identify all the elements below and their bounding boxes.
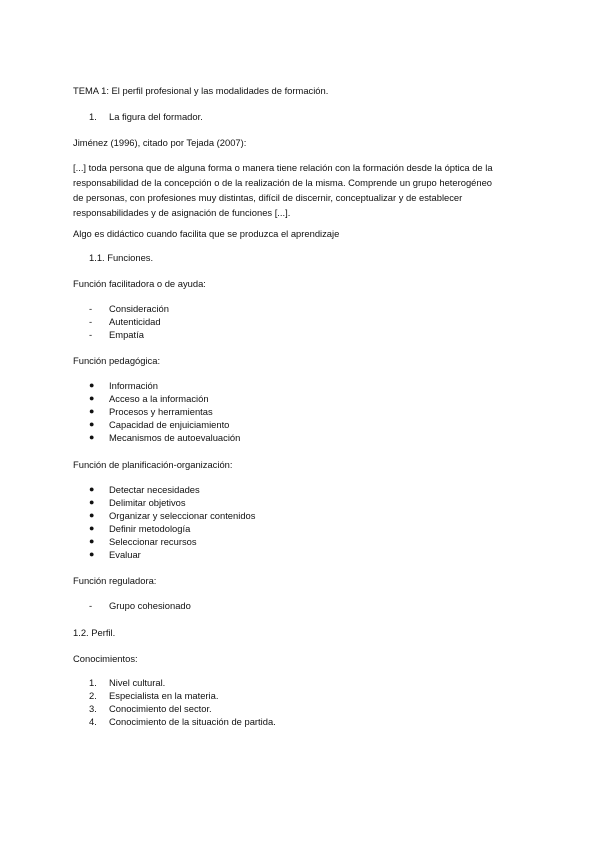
didactic-note: Algo es didáctico cuando facilita que se produzca el aprendizaje — [73, 228, 340, 239]
list-item: Conocimiento del sector. — [109, 703, 212, 714]
knowledge-heading: Conocimientos: — [73, 653, 138, 664]
list-item: Delimitar objetivos — [109, 497, 186, 508]
quote-line: responsabilidad de la concepción o de la realización de la misma. Comprende un grupo heterogéneo — [73, 177, 493, 188]
list-item: Autenticidad — [109, 316, 161, 327]
list-marker: - — [89, 329, 93, 340]
list-item: Empatía — [109, 329, 144, 340]
function-heading: Función pedagógica: — [73, 355, 161, 366]
list-item: Detectar necesidades — [109, 484, 200, 495]
section-number: 1. — [89, 111, 97, 122]
quote-line: responsabilidades y de asignación de funciones [...]. — [73, 207, 291, 218]
list-item: Evaluar — [109, 549, 141, 560]
list-item: Mecanismos de autoevaluación — [109, 432, 241, 443]
bullet-icon: ● — [89, 432, 95, 442]
function-heading: Función facilitadora o de ayuda: — [73, 278, 206, 289]
list-number: 3. — [89, 703, 97, 714]
bullet-icon: ● — [89, 549, 95, 559]
bullet-icon: ● — [89, 393, 95, 403]
bullet-icon: ● — [89, 497, 95, 507]
document-title: TEMA 1: El perfil profesional y las modalidades de formación. — [73, 85, 329, 96]
bullet-icon: ● — [89, 380, 95, 390]
function-heading: Función de planificación-organización: — [73, 459, 233, 470]
list-item: Grupo cohesionado — [109, 600, 191, 611]
bullet-icon: ● — [89, 523, 95, 533]
list-marker: - — [89, 600, 93, 611]
citation: Jiménez (1996), citado por Tejada (2007): — [73, 137, 247, 148]
bullet-icon: ● — [89, 536, 95, 546]
list-marker: - — [89, 316, 93, 327]
list-item: Acceso a la información — [109, 393, 209, 404]
list-marker: - — [89, 303, 93, 314]
list-item: Seleccionar recursos — [109, 536, 197, 547]
list-item: Capacidad de enjuiciamiento — [109, 419, 230, 430]
quote-line: de personas, con profesiones muy distintas, difícil de discernir, conceptualizar y de establecer — [73, 192, 463, 203]
list-item: Información — [109, 380, 158, 391]
bullet-icon: ● — [89, 406, 95, 416]
bullet-icon: ● — [89, 510, 95, 520]
bullet-icon: ● — [89, 419, 95, 429]
list-item: Especialista en la materia. — [109, 690, 219, 701]
list-item: Organizar y seleccionar contenidos — [109, 510, 256, 521]
list-item: Nivel cultural. — [109, 677, 166, 688]
list-item: Procesos y herramientas — [109, 406, 213, 417]
subsection-heading: 1.1. Funciones. — [89, 252, 154, 263]
list-number: 4. — [89, 716, 97, 727]
list-number: 2. — [89, 690, 97, 701]
quote-line: [...] toda persona que de alguna forma o manera tiene relación con la formación desde la óptica de la — [73, 162, 493, 173]
subsection-heading: 1.2. Perfil. — [73, 627, 116, 638]
section-heading: La figura del formador. — [109, 111, 203, 122]
list-item: Conocimiento de la situación de partida. — [109, 716, 276, 727]
list-item: Consideración — [109, 303, 169, 314]
function-heading: Función reguladora: — [73, 575, 157, 586]
bullet-icon: ● — [89, 484, 95, 494]
list-item: Definir metodología — [109, 523, 191, 534]
list-number: 1. — [89, 677, 97, 688]
